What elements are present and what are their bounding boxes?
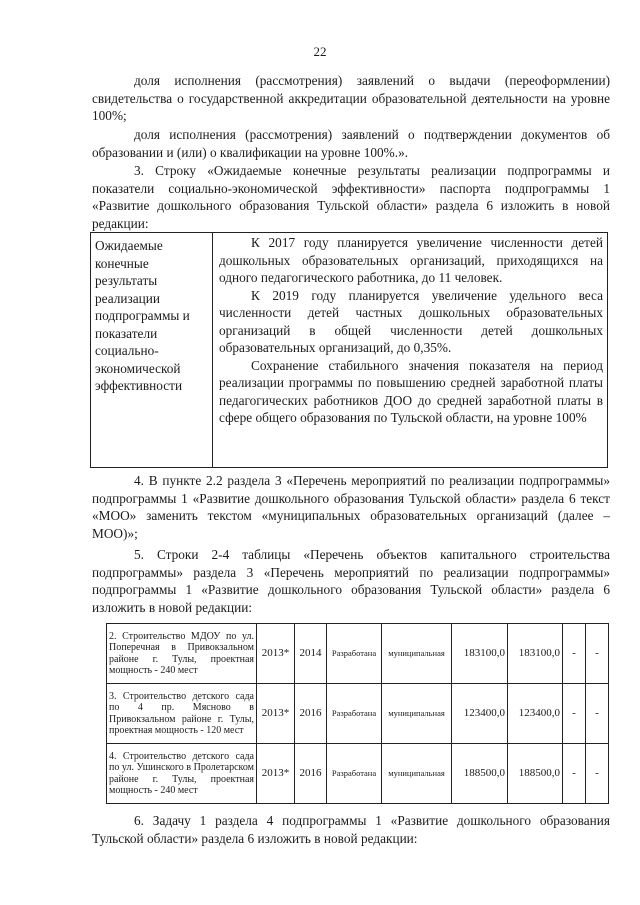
end-year: 2016 (295, 684, 327, 744)
paragraph-accreditation: доля исполнения (рассмотрения) заявлений о выдачи (переоформлении) свидетельства о государственной аккредитации образовательной деятельности на уровне 100%; (92, 73, 610, 123)
results-box-label: Ожидаемые конечные результаты реализации подпрограммы и показатели социально-экономической эффективности (95, 238, 190, 393)
results-box (90, 232, 608, 468)
paragraph-item-5: 5. Строки 2-4 таблицы «Перечень объектов капитального строительства подпрограммы» раздела 3 «Перечень мероприятий по реализации подпрограммы» подпрограммы 1 «Развитие дошкольного образования Тульской области» раздела 6 изложить в новой редакции: (92, 547, 610, 615)
table-row (107, 684, 609, 744)
cost-budget: 188500,0 (508, 744, 563, 804)
design-status: Разработана (327, 624, 382, 684)
cost-empty: - (586, 684, 609, 744)
cost-total: 188500,0 (452, 744, 508, 804)
design-status: Разработана (327, 684, 382, 744)
cost-budget: 123400,0 (508, 684, 563, 744)
cost-empty: - (563, 624, 586, 684)
object-name: 3. Строительство детского сада по 4 пр. Мясново в Привокзальном районе г. Тулы, проектная мощность - 120 мест (107, 684, 257, 744)
start-year: 2013* (257, 624, 295, 684)
object-name: 4. Строительство детского сада по ул. Ушинского в Пролетарском районе г. Тулы, проектная мощность - 240 мест (107, 744, 257, 804)
object-name: 2. Строительство МДОУ по ул. Поперечная в Привокзальном районе г. Тулы, проектная мощность - 240 мест (107, 624, 257, 684)
page-number: 22 (313, 44, 327, 59)
ownership: муниципальная (382, 684, 452, 744)
results-text-2019: К 2019 году планируется увеличение удельного веса численности детей частных дошкольных образовательных организаций в общей численности детей дошкольных образовательных организаций, до 0,35%. (219, 287, 603, 355)
results-text-salary: Сохранение стабильного значения показателя на период реализации программы по повышению средней заработной платы педагогических работников ДОО до средней заработной платы в сфере общего образования по Тульской области, на уровне 100% (219, 357, 603, 425)
results-text-2017: К 2017 году планируется увеличение численности детей дошкольных образовательных организаций, приходящихся на одного педагогического работника, до 11 человек. (219, 235, 603, 285)
construction-objects-table (106, 623, 609, 804)
start-year: 2013* (257, 684, 295, 744)
table-row (107, 744, 609, 804)
cost-empty: - (586, 624, 609, 684)
cost-empty: - (586, 744, 609, 804)
ownership: муниципальная (382, 744, 452, 804)
paragraph-documents: доля исполнения (рассмотрения) заявлений о подтверждении документов об образовании и (или) о квалификации на уровне 100%.». (92, 127, 610, 160)
paragraph-item-3: 3. Строку «Ожидаемые конечные результаты реализации подпрограммы и показатели социально-экономической эффективности» паспорта подпрограммы 1 «Развитие дошкольного образования Тульской области» раздела 6 изложить в новой редакции: (92, 163, 610, 231)
end-year: 2014 (295, 624, 327, 684)
end-year: 2016 (295, 744, 327, 804)
ownership: муниципальная (382, 624, 452, 684)
paragraph-item-4: 4. В пункте 2.2 раздела 3 «Перечень мероприятий по реализации подпрограммы» подпрограммы 1 «Развитие дошкольного образования Тульской области» раздела 6 текст «МОО» заменить текстом «муниципальных образовательных организаций (далее – МОО)»; (92, 473, 610, 541)
cost-total: 123400,0 (452, 684, 508, 744)
cost-budget: 183100,0 (508, 624, 563, 684)
results-box-label-cell (91, 233, 213, 467)
cost-empty: - (563, 744, 586, 804)
table-row (107, 624, 609, 684)
cost-total: 183100,0 (452, 624, 508, 684)
paragraph-item-6: 6. Задачу 1 раздела 4 подпрограммы 1 «Развитие дошкольного образования Тульской области» раздела 6 изложить в новой редакции: (92, 813, 610, 846)
start-year: 2013* (257, 744, 295, 804)
cost-empty: - (563, 684, 586, 744)
design-status: Разработана (327, 744, 382, 804)
results-box-content (219, 234, 603, 427)
